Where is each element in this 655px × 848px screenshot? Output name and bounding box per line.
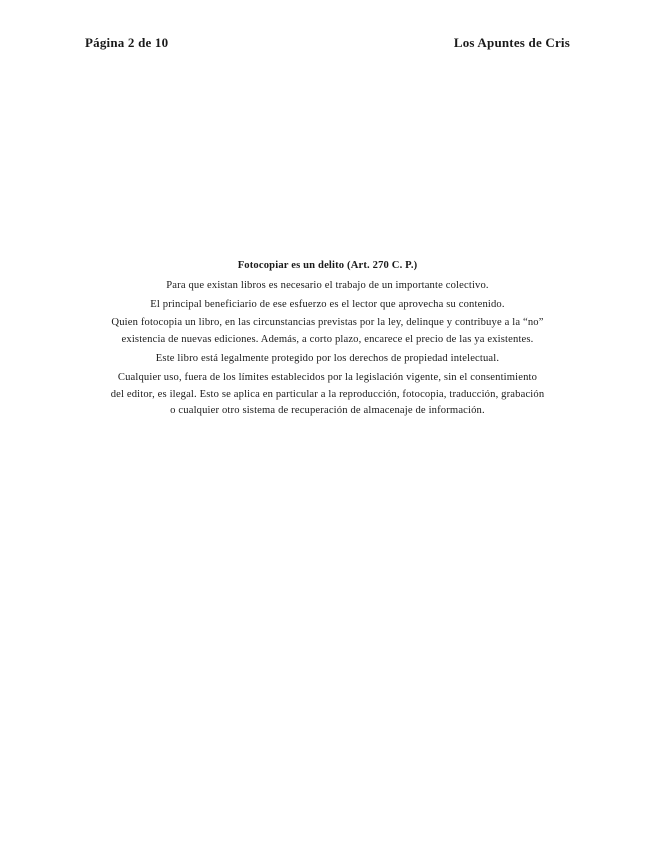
notice-paragraph-4: Este libro está legalmente protegido por los derechos de propiedad intelectual.: [155, 352, 500, 364]
notice-title: Fotocopiar es un delito (Art. 270 C. P.): [237, 260, 418, 271]
notice-paragraph-2: El principal beneficiario de ese esfuerzo es el lector que aprovecha su contenido.: [150, 298, 505, 310]
page-header: [85, 35, 570, 53]
document-title: Los Apuntes de Cris: [453, 35, 570, 50]
page-indicator: Página 2 de 10: [85, 35, 169, 50]
notice-paragraph-1: Para que existan libros es necesario el trabajo de un importante colectivo.: [166, 279, 489, 291]
notice-paragraph-5: Cualquier uso, fuera de los límites establecidos por la legislación vigente, sin el consentimiento del editor, es ilegal. Esto se aplica en particular a la reproducción, fotocopia, traducción, grabación o cualquier otro sistema de recuperación de almacenaje de información.: [110, 371, 545, 417]
notice-paragraph-3: Quien fotocopia un libro, en las circunstancias previstas por la ley, delinque y contribuye a la “no” existencia de nuevas ediciones. Además, a corto plazo, encarece el precio de las ya existentes.: [111, 317, 544, 346]
copyright-notice: [110, 258, 545, 422]
